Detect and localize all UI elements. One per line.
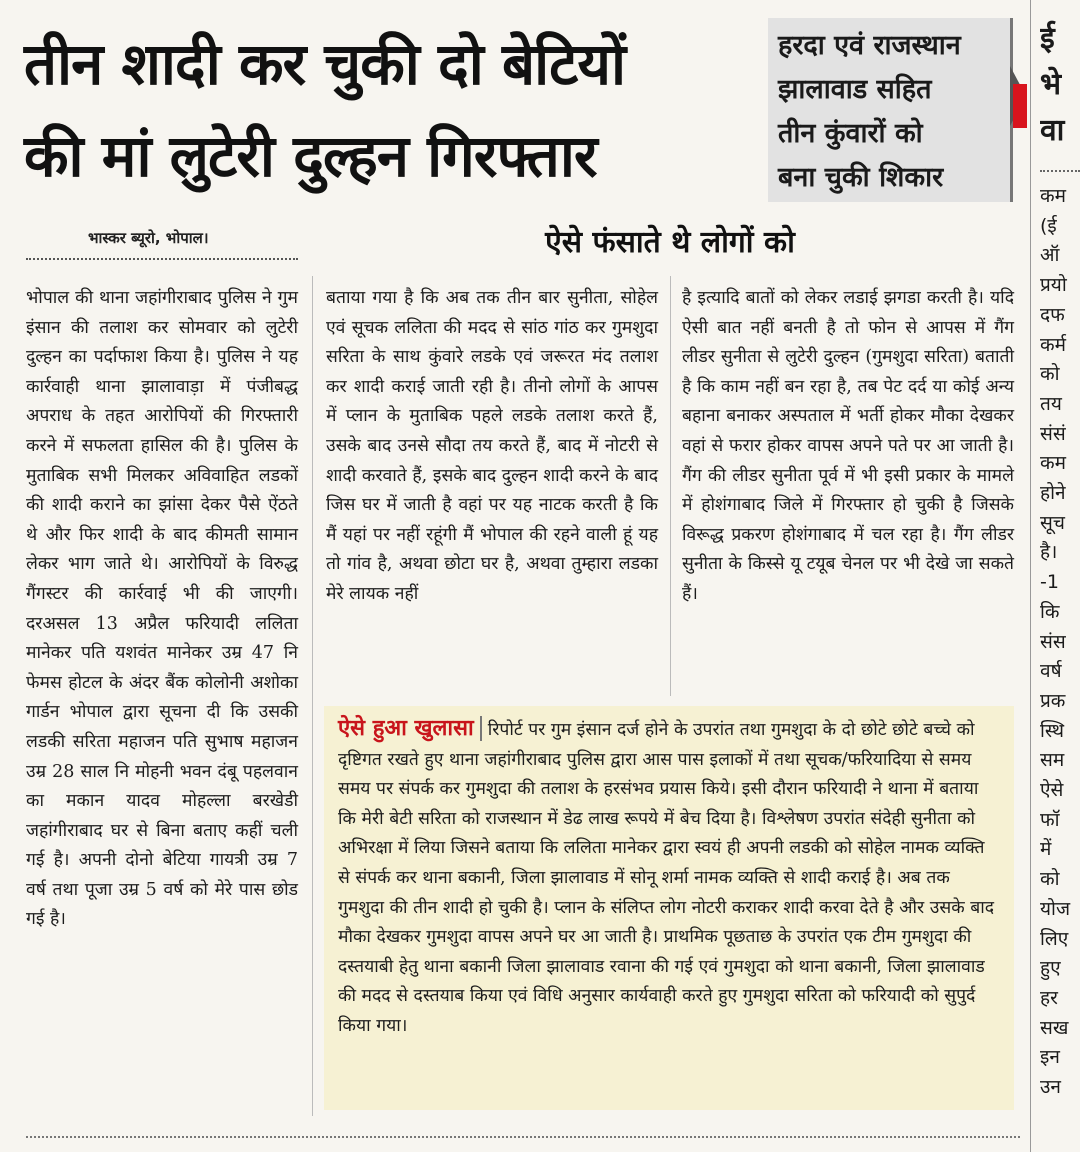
byline-rule xyxy=(26,258,298,260)
adjacent-line-fragment: ऐसे xyxy=(1040,779,1064,802)
adjacent-line-fragment: कि xyxy=(1040,600,1060,623)
adjacent-line-fragment: होने xyxy=(1040,482,1066,505)
highlight-line: तीन कुंवारों को xyxy=(778,118,923,149)
subheading: ऐसे फंसाते थे लोगों को xyxy=(545,225,795,260)
adjacent-line-fragment: हुए xyxy=(1040,957,1061,980)
column-divider xyxy=(312,276,313,1116)
headline-line-2: की मां लुटेरी दुल्हन गिरफ्तार xyxy=(24,122,597,190)
revelation-box xyxy=(324,706,1014,1110)
adjacent-line-fragment: को xyxy=(1040,868,1060,891)
adjacent-article-fragment xyxy=(1040,0,1080,1152)
bottom-rule xyxy=(26,1136,1020,1138)
adjacent-line-fragment: तय xyxy=(1040,392,1062,415)
adjacent-line-fragment: वर्ष xyxy=(1040,660,1062,683)
page-divider xyxy=(1030,0,1031,1152)
column-divider xyxy=(670,276,671,696)
highlight-line: झालावाड सहित xyxy=(778,74,932,105)
article-column-1: भोपाल की थाना जहांगीराबाद पुलिस ने गुम इंसान की तलाश कर सोमवार को लुटेरी दुल्हन का पर्दाफाश किया है। पुलिस ने यह कार्रवाही थाना झालावाड़ा में पंजीबद्ध अपराध के तहत आरोपियों की गिरफ्तारी करने में सफलता हासिल की है। पुलिस के मुताबिक सभी मिलकर अविवाहित लडकों की शादी कराने का झांसा देकर पैसे ऐंठते थे और फिर शादी के बाद कीमती सामान लेकर भाग जाते थे। आरोपियों के विरुद्ध गैंगस्टर की कार्रवाई भी की जाएगी।दरअसल 13 अप्रैल फरियादी ललिता मानेकर पति यशवंत मानेकर उम्र 47 नि फेमस होटल के अंदर बैंक कोलोनी अशोका गार्डन भोपाल द्वारा सूचना दी कि उसकी लडकी सरिता महाजन पति सुभाष महाजन उम्र 28 साल नि मोहनी भवन दंबू पहलवान का मकान यादव मोहल्ला बरखेडी जहांगीराबाद घर से बिना बताए कहीं चली गई है। अपनी दोनो बेटिया गायत्री उम्र 7 वर्ष तथा पूजा उम्र 5 वर्ष को मेरे पास छोड गई है। xyxy=(26,288,298,930)
adjacent-line-fragment: संस xyxy=(1040,630,1066,653)
adjacent-line-fragment: -1 xyxy=(1040,571,1059,594)
adjacent-line-fragment: कर्म xyxy=(1040,333,1066,356)
adjacent-line-fragment: कम xyxy=(1040,185,1066,207)
adjacent-line-fragment: है। xyxy=(1040,541,1058,564)
article-column-2: बताया गया है कि अब तक तीन बार सुनीता, सोहेल एवं सूचक ललिता की मदद से सांठ गांठ कर गुमशुदा सरिता के साथ कुंवारे लडके एवं जरूरत मंद तलाश कर शादी कराई जाती रही है। तीनो लोगों के आपस में प्लान के मुताबिक पहले लडके तलाश करते हैं, उसके बाद उनसे सौदा तय करते हैं, बाद में नोटरी से शादी करवाते हैं, इसके बाद दुल्हन शादी करने के बाद जिस घर में जाती है वहां पर यह नाटक करती है कि मैं यहां पर नहीं रहूंगी मैं भोपाल की रहने वाली हूं यह तो गांव है, अथवा छोटा घर है, अथवा तुम्हारा लडका मेरे लायक नहीं xyxy=(326,288,658,604)
headline xyxy=(24,18,754,202)
highlight-box xyxy=(768,18,1013,202)
highlight-line: बना चुकी शिकार xyxy=(778,162,944,193)
highlight-line: हरदा एवं राजस्थान xyxy=(778,30,961,61)
adjacent-line-fragment: सूच xyxy=(1040,511,1065,534)
adjacent-line-fragment: कम xyxy=(1040,452,1066,475)
adjacent-headline-fragment: वा xyxy=(1040,113,1065,148)
adjacent-rule xyxy=(1040,170,1080,172)
revelation-label: ऐसे हुआ खुलासा xyxy=(338,716,482,741)
adjacent-line-fragment: योज xyxy=(1040,897,1071,920)
adjacent-line-fragment: स्थि xyxy=(1040,719,1065,742)
red-accent-bar xyxy=(1013,84,1027,128)
headline-line-1: तीन शादी कर चुकी दो बेटियों xyxy=(24,30,626,98)
adjacent-line-fragment: सख xyxy=(1040,1016,1069,1039)
article-column-3: है इत्यादि बातों को लेकर लडाई झगडा करती है। यदि ऐसी बात नहीं बनती है तो फोन से आपस में गैंग लीडर सुनीता से लुटेरी दुल्हन (गुमशुदा सरिता) बताती है कि काम नहीं बन रहा है, तब पेट दर्द या कोई अन्य बहाना बनाकर अस्पताल में भर्ती होकर मौका देखकर वहां से फरार होकर वापस अपने पते पर आ जाती है। गैंग की लीडर सुनीता पूर्व में भी इसी प्रकार के मामले में होशंगाबाद जिले में गिरफ्तार हो चुकी है जिसके विरूद्ध प्रकरण होशंगाबाद में चल रहा है। गैंग लीडर सुनीता के किस्से यू टयूब चेनल पर भी देखे जा सकते हैं। xyxy=(682,288,1014,604)
adjacent-line-fragment: इन xyxy=(1040,1046,1060,1069)
adjacent-line-fragment: प्रयो xyxy=(1040,274,1067,297)
adjacent-line-fragment: दफ xyxy=(1040,303,1065,326)
adjacent-line-fragment: सम xyxy=(1040,749,1065,772)
adjacent-line-fragment: को xyxy=(1040,363,1060,386)
adjacent-headline-fragment: ई xyxy=(1040,21,1055,56)
adjacent-line-fragment: हर xyxy=(1040,986,1058,1009)
adjacent-line-fragment: संसं xyxy=(1040,422,1066,445)
adjacent-line-fragment: में xyxy=(1040,838,1052,861)
adjacent-headline-fragment: भे xyxy=(1040,67,1062,102)
adjacent-line-fragment: ऑ xyxy=(1040,244,1060,267)
adjacent-line-fragment: (ई xyxy=(1040,214,1057,237)
byline: भास्कर ब्यूरो, भोपाल। xyxy=(88,229,209,247)
adjacent-line-fragment: लिए xyxy=(1040,927,1069,950)
adjacent-line-fragment: उन xyxy=(1040,1076,1061,1099)
adjacent-line-fragment: प्रक xyxy=(1040,689,1066,712)
adjacent-line-fragment: फॉ xyxy=(1040,808,1060,831)
revelation-text: रिपोर्ट पर गुम इंसान दर्ज होने के उपरांत तथा गुमशुदा के दो छोटे छोटे बच्चे को दृष्टिगत रखते हुए थाना जहांगीराबाद पुलिस द्वारा आस पास इलाकों में तथा सूचक/फरियादिया से समय समय पर संपर्क कर गुमशुदा की तलाश के हरसंभव प्रयास किये। इसी दौरान फरियादी ने थाना में बताया कि मेरी बेटी सरिता को राजस्थान में डेढ लाख रूपये में बेच दिया है। विश्लेषण उपरांत संदेही सुनीता को अभिरक्षा में लिया जिसने बताया कि ललिता मानेकर द्वारा स्वयं ही अपनी लडकी को सोहेल नामक व्यक्ति से संपर्क कर थाना बकानी, जिला झालावाड में सोनू शर्मा नामक व्यक्ति से शादी कराई है। अब तक गुमशुदा की तीन शादी हो चुकी है। प्लान के संलिप्त लोग नोटरी कराकर शादी करवा देते है और उसके बाद मौका देखकर गुमशुदा वापस अपने घर आ जाती है। प्राथमिक पूछताछ के उपरांत एक टीम गुमशुदा की दस्तयाबी हेतु थाना बकानी जिला झालावाड रवाना की गई एवं गुमशुदा को थाना बकानी, जिला झालावाड की मदद से दस्तयाब किया एवं विधि अनुसार कार्यवाही करते हुए गुमशुदा सरिता को फरियादी को सुपुर्द किया गया। xyxy=(338,720,995,1036)
